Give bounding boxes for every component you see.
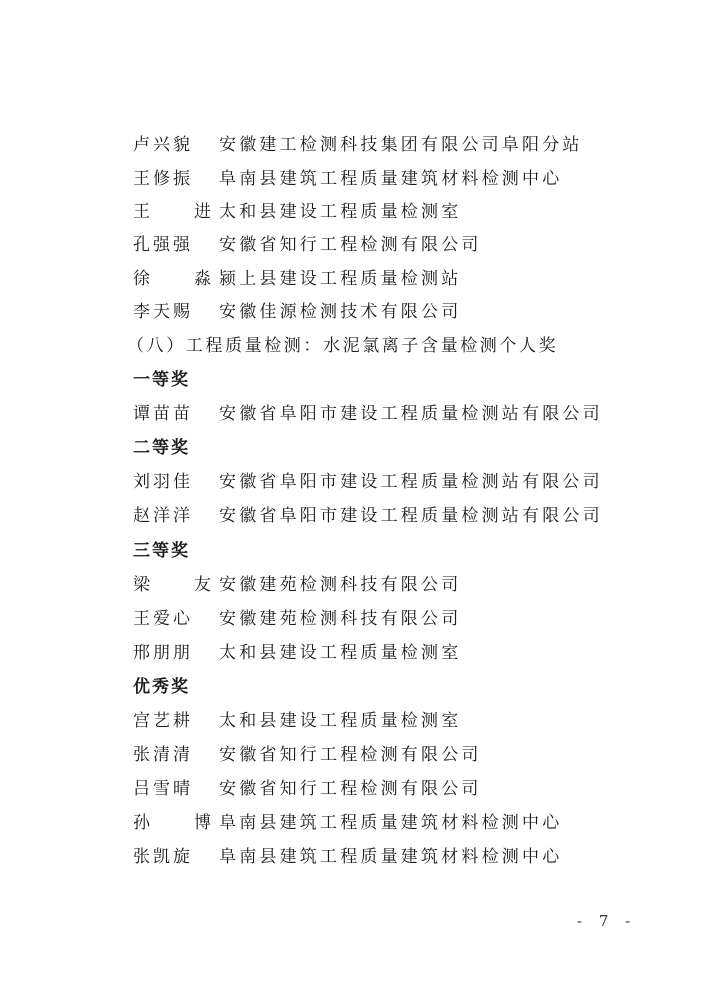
person-name bbox=[133, 810, 255, 836]
person-name: 刘羽佳 bbox=[133, 472, 193, 492]
list-item bbox=[133, 401, 603, 427]
award-heading-third: 三等奖 bbox=[133, 541, 190, 561]
page-number: - 7 - bbox=[577, 912, 637, 930]
person-name bbox=[133, 266, 255, 292]
organization: 阜南县建筑工程质量建筑材料检测中心 bbox=[219, 813, 563, 833]
organization: 太和县建设工程质量检测室 bbox=[219, 643, 462, 663]
list-item bbox=[133, 503, 603, 529]
person-name: 吕雪晴 bbox=[133, 779, 193, 799]
list-item bbox=[133, 776, 482, 802]
list-item bbox=[133, 199, 461, 225]
organization: 安徽省阜阳市建设工程质量检测站有限公司 bbox=[219, 404, 603, 424]
person-name-text: 徐淼 bbox=[133, 269, 255, 289]
list-item bbox=[133, 299, 461, 325]
person-name-text: 孙博 bbox=[133, 813, 255, 833]
list-item bbox=[133, 166, 562, 192]
section-title: （八）工程质量检测：水泥氯离子含量检测个人奖 bbox=[127, 336, 559, 356]
list-item bbox=[133, 469, 603, 495]
person-name: 孔强强 bbox=[133, 235, 193, 255]
organization: 安徽省知行工程检测有限公司 bbox=[219, 235, 482, 255]
organization: 颍上县建设工程质量检测站 bbox=[219, 269, 462, 289]
list-item bbox=[133, 640, 461, 666]
person-name: 王爱心 bbox=[133, 609, 193, 629]
person-name: 张清清 bbox=[133, 745, 193, 765]
organization: 安徽建苑检测科技有限公司 bbox=[219, 609, 462, 629]
list-item bbox=[133, 132, 583, 158]
person-name: 王修振 bbox=[133, 169, 193, 189]
person-name bbox=[133, 572, 255, 598]
organization: 安徽省知行工程检测有限公司 bbox=[219, 779, 482, 799]
person-name: 张凯旋 bbox=[133, 847, 193, 867]
list-item bbox=[133, 266, 461, 292]
organization: 太和县建设工程质量检测室 bbox=[219, 202, 462, 222]
organization: 安徽省阜阳市建设工程质量检测站有限公司 bbox=[219, 472, 603, 492]
organization: 阜南县建筑工程质量建筑材料检测中心 bbox=[219, 847, 563, 867]
list-item bbox=[133, 232, 482, 258]
person-name: 谭苗苗 bbox=[133, 404, 193, 424]
award-heading-second: 二等奖 bbox=[133, 438, 190, 458]
organization: 安徽省阜阳市建设工程质量检测站有限公司 bbox=[219, 506, 603, 526]
list-item bbox=[133, 708, 461, 734]
organization: 安徽省知行工程检测有限公司 bbox=[219, 745, 482, 765]
person-name: 赵洋洋 bbox=[133, 506, 193, 526]
award-heading-excellence: 优秀奖 bbox=[133, 677, 190, 697]
award-heading-first: 一等奖 bbox=[133, 370, 190, 390]
person-name bbox=[133, 199, 255, 225]
list-item bbox=[133, 606, 461, 632]
list-item bbox=[133, 742, 482, 768]
organization: 安徽建苑检测科技有限公司 bbox=[219, 575, 462, 595]
person-name: 宫艺耕 bbox=[133, 711, 193, 731]
person-name: 李天赐 bbox=[133, 302, 193, 322]
person-name: 卢兴貌 bbox=[133, 135, 193, 155]
list-item bbox=[133, 844, 562, 870]
person-name: 邢朋朋 bbox=[133, 643, 193, 663]
organization: 太和县建设工程质量检测室 bbox=[219, 711, 462, 731]
list-item bbox=[133, 810, 562, 836]
list-item bbox=[133, 572, 461, 598]
organization: 安徽佳源检测技术有限公司 bbox=[219, 302, 462, 322]
person-name-text: 王进 bbox=[133, 202, 255, 222]
organization: 阜南县建筑工程质量建筑材料检测中心 bbox=[219, 169, 563, 189]
organization: 安徽建工检测科技集团有限公司阜阳分站 bbox=[219, 135, 583, 155]
person-name-text: 梁友 bbox=[133, 575, 255, 595]
